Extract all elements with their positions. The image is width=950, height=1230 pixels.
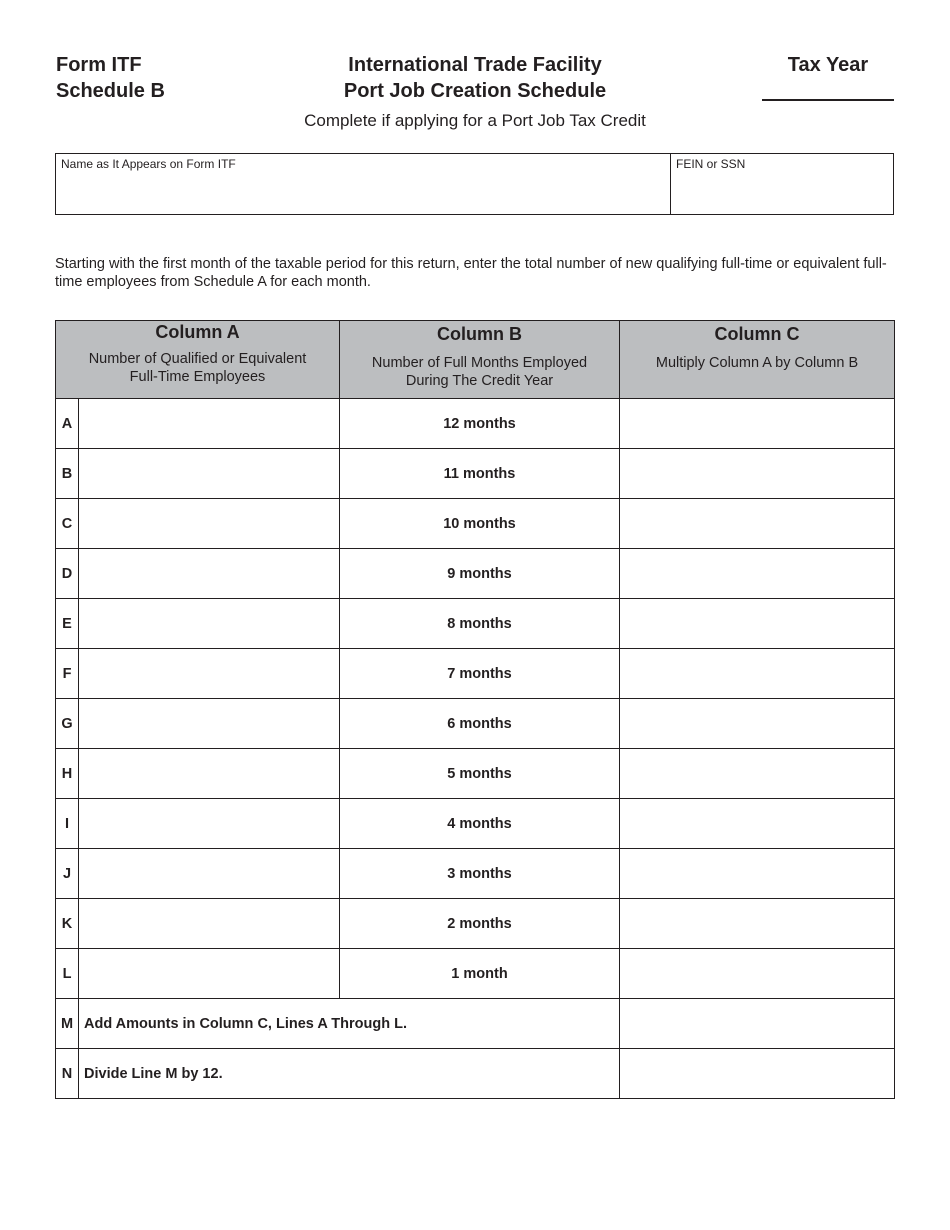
name-field-label: Name as It Appears on Form ITF — [61, 157, 236, 171]
column-c-input[interactable] — [620, 749, 895, 799]
column-c-input[interactable] — [620, 949, 895, 999]
months-label: 8 months — [340, 599, 620, 649]
line-letter: B — [56, 449, 79, 499]
table-row — [56, 599, 895, 649]
instructions-text: Starting with the first month of the taxable period for this return, enter the total number of new qualifying full-time or equivalent full-time employees from Schedule A for each month. — [55, 256, 887, 290]
column-a-input[interactable] — [79, 499, 340, 549]
total-instruction: Add Amounts in Column C, Lines A Through L. — [79, 999, 620, 1049]
column-c-input[interactable] — [620, 449, 895, 499]
line-letter: L — [56, 949, 79, 999]
line-letter: E — [56, 599, 79, 649]
column-a-input[interactable] — [79, 749, 340, 799]
column-a-input[interactable] — [79, 949, 340, 999]
column-c-input[interactable] — [620, 649, 895, 699]
months-label: 3 months — [340, 849, 620, 899]
line-letter: I — [56, 799, 79, 849]
total-row — [56, 999, 895, 1049]
column-c-input[interactable] — [620, 499, 895, 549]
months-label: 12 months — [340, 399, 620, 449]
column-c-header — [620, 321, 895, 399]
column-c-input[interactable] — [620, 399, 895, 449]
column-c-input[interactable] — [620, 899, 895, 949]
table-row — [56, 899, 895, 949]
column-a-title: Column A — [155, 322, 240, 342]
table-row — [56, 449, 895, 499]
form-name: Form ITF — [56, 54, 142, 76]
column-c-input[interactable] — [620, 799, 895, 849]
column-c-input[interactable] — [620, 849, 895, 899]
column-a-input[interactable] — [79, 649, 340, 699]
schedule-name: Schedule B — [56, 80, 165, 102]
column-a-desc-line-1: Number of Qualified or Equivalent — [88, 351, 307, 367]
table-row — [56, 699, 895, 749]
months-label: 1 month — [340, 949, 620, 999]
column-b-desc-line-2: During The Credit Year — [405, 373, 554, 389]
fein-field-label: FEIN or SSN — [676, 157, 746, 171]
line-letter: A — [56, 399, 79, 449]
column-a-input[interactable] — [79, 399, 340, 449]
form-title — [250, 52, 700, 104]
table-row — [56, 799, 895, 849]
line-letter: J — [56, 849, 79, 899]
column-a-input[interactable] — [79, 699, 340, 749]
table-row — [56, 399, 895, 449]
months-label: 6 months — [340, 699, 620, 749]
title-line-1: International Trade Facility — [348, 54, 602, 76]
column-c-title: Column C — [714, 324, 800, 344]
form-identifier — [56, 52, 165, 104]
column-b-desc-line-1: Number of Full Months Employed — [371, 355, 588, 371]
column-c-input[interactable] — [620, 549, 895, 599]
column-a-input[interactable] — [79, 849, 340, 899]
column-a-input[interactable] — [79, 799, 340, 849]
months-label: 10 months — [340, 499, 620, 549]
table-row — [56, 649, 895, 699]
table-row — [56, 849, 895, 899]
table-row — [56, 949, 895, 999]
months-label: 11 months — [340, 449, 620, 499]
table-row — [56, 549, 895, 599]
tax-year-field[interactable] — [762, 99, 894, 101]
table-row — [56, 749, 895, 799]
column-b-title: Column B — [437, 324, 522, 344]
total-row — [56, 1049, 895, 1099]
months-label: 5 months — [340, 749, 620, 799]
line-letter: C — [56, 499, 79, 549]
column-a-input[interactable] — [79, 449, 340, 499]
column-b-header — [340, 321, 620, 399]
column-c-desc-line-1: Multiply Column A by Column B — [655, 355, 859, 371]
column-a-input[interactable] — [79, 899, 340, 949]
total-instruction: Divide Line M by 12. — [79, 1049, 620, 1099]
column-a-input[interactable] — [79, 549, 340, 599]
table-row — [56, 499, 895, 549]
months-label: 9 months — [340, 549, 620, 599]
column-a-input[interactable] — [79, 599, 340, 649]
column-c-input[interactable] — [620, 699, 895, 749]
fein-field[interactable] — [671, 154, 893, 214]
line-letter: K — [56, 899, 79, 949]
tax-year-label: Tax Year — [787, 54, 869, 76]
column-c-input[interactable] — [620, 599, 895, 649]
form-subtitle: Complete if applying for a Port Job Tax Credit — [304, 111, 646, 130]
months-label: 4 months — [340, 799, 620, 849]
job-creation-table — [55, 320, 895, 1099]
column-a-header — [56, 321, 340, 399]
total-input[interactable] — [620, 999, 895, 1049]
total-input[interactable] — [620, 1049, 895, 1099]
line-letter: M — [56, 999, 79, 1049]
name-field[interactable] — [56, 154, 671, 214]
column-a-desc-line-2: Full-Time Employees — [129, 369, 266, 385]
line-letter: F — [56, 649, 79, 699]
months-label: 2 months — [340, 899, 620, 949]
title-line-2: Port Job Creation Schedule — [343, 80, 607, 102]
months-label: 7 months — [340, 649, 620, 699]
line-letter: D — [56, 549, 79, 599]
line-letter: N — [56, 1049, 79, 1099]
line-letter: G — [56, 699, 79, 749]
table-header-row — [56, 321, 895, 399]
identification-box — [55, 153, 894, 215]
line-letter: H — [56, 749, 79, 799]
